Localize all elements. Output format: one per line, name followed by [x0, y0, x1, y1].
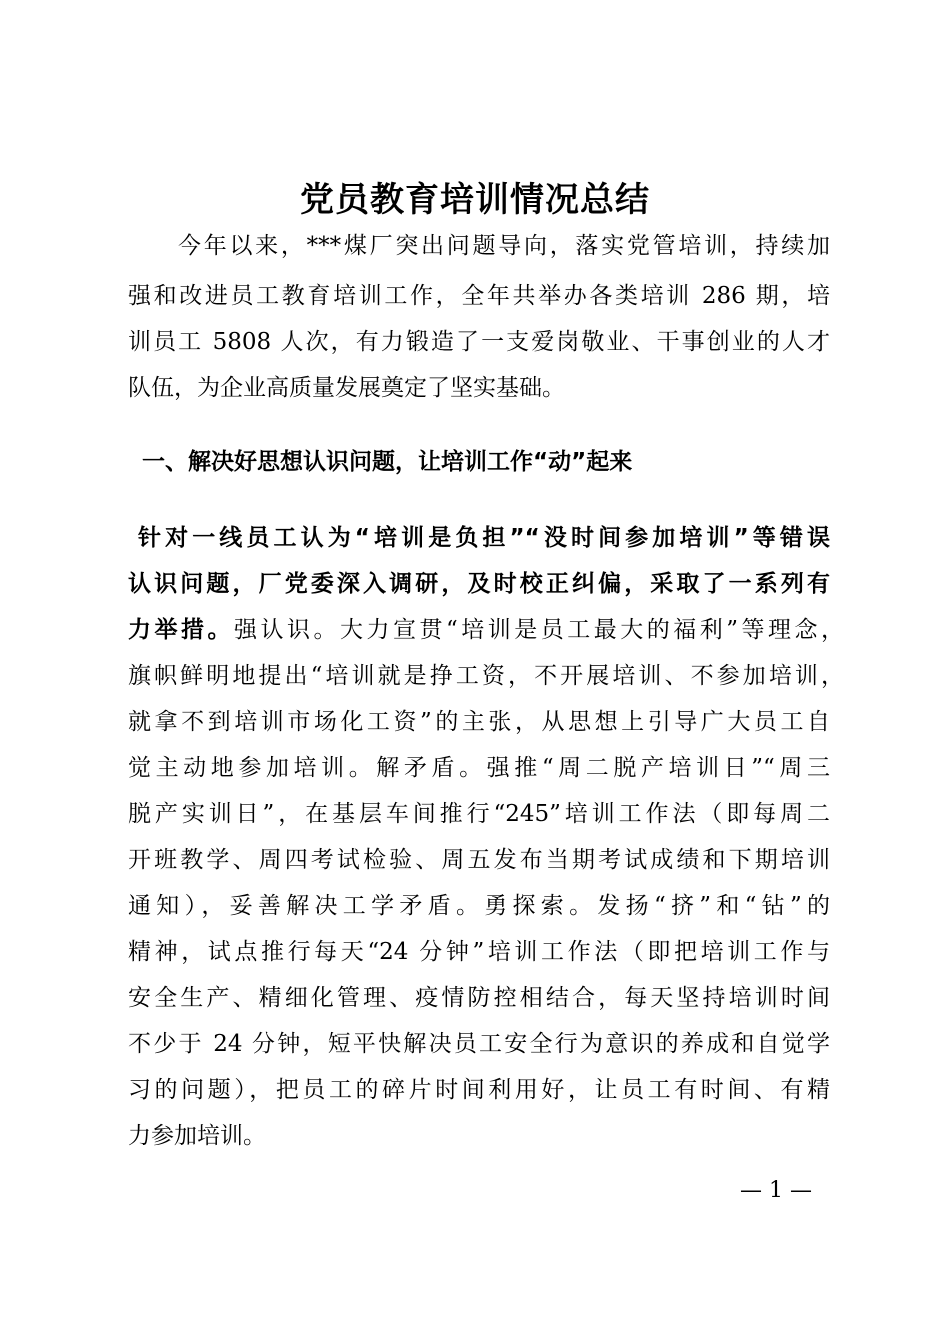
section-1-body-line-6: 通知），妥善解决工学矛盾。勇探索。发扬“挤”和“钻”的 [128, 893, 830, 919]
section-1-body-line-7: 精神，试点推行每天“24 分钟”培训工作法（即把培训工作与 [128, 939, 830, 965]
section-1-body-line-1: 旗帜鲜明地提出“培训就是挣工资，不开展培训、不参加培训， [128, 663, 844, 689]
section-1-body-line-9: 不少于 24 分钟，短平快解决员工安全行为意识的养成和自觉学 [128, 1031, 830, 1057]
document-title: 党员教育培训情况总结 [300, 180, 650, 220]
section-1-heading: 一、解决好思想认识问题，让培训工作“动”起来 [142, 449, 633, 475]
section-1-body-line-8: 安全生产、精细化管理、疫情防控相结合，每天坚持培训时间 [128, 985, 830, 1011]
section-1-bold-line-3: 力举措。 [128, 617, 234, 643]
intro-line-3: 训员工 5808 人次，有力锻造了一支爱岗敬业、干事创业的人才 [128, 329, 830, 355]
section-1-body-line-3: 觉主动地参加培训。解矛盾。强推“周二脱产培训日”“周三 [128, 755, 830, 781]
section-1-bold-line-1: 针对一线员工认为“培训是负担”“没时间参加培训”等错误 [138, 525, 830, 551]
section-1-body-line-10: 习的问题），把员工的碎片时间利用好，让员工有时间、有精 [128, 1077, 830, 1103]
section-1-line-3 [128, 610, 844, 650]
section-1-line-3-rest: 强认识。大力宣贯“培训是员工最大的福利”等理念， [234, 617, 844, 643]
intro-line-2: 强和改进员工教育培训工作，全年共举办各类培训 286 期，培 [128, 283, 830, 309]
section-1-body-line-4: 脱产实训日”，在基层车间推行“245”培训工作法（即每周二 [128, 801, 830, 827]
section-1-body-line-11: 力参加培训。 [128, 1123, 266, 1149]
section-1-bold-line-2: 认识问题，厂党委深入调研，及时校正纠偏，采取了一系列有 [128, 571, 830, 597]
page-number: — 1 — [740, 1178, 812, 1203]
intro-line-4: 队伍，为企业高质量发展奠定了坚实基础。 [128, 375, 565, 401]
intro-line-1: 今年以来，***煤厂突出问题导向，落实党管培训，持续加 [178, 233, 830, 259]
section-1-body-line-2: 就拿不到培训市场化工资”的主张，从思想上引导广大员工自 [128, 709, 830, 735]
section-1-body-line-5: 开班教学、周四考试检验、周五发布当期考试成绩和下期培训 [128, 847, 830, 873]
